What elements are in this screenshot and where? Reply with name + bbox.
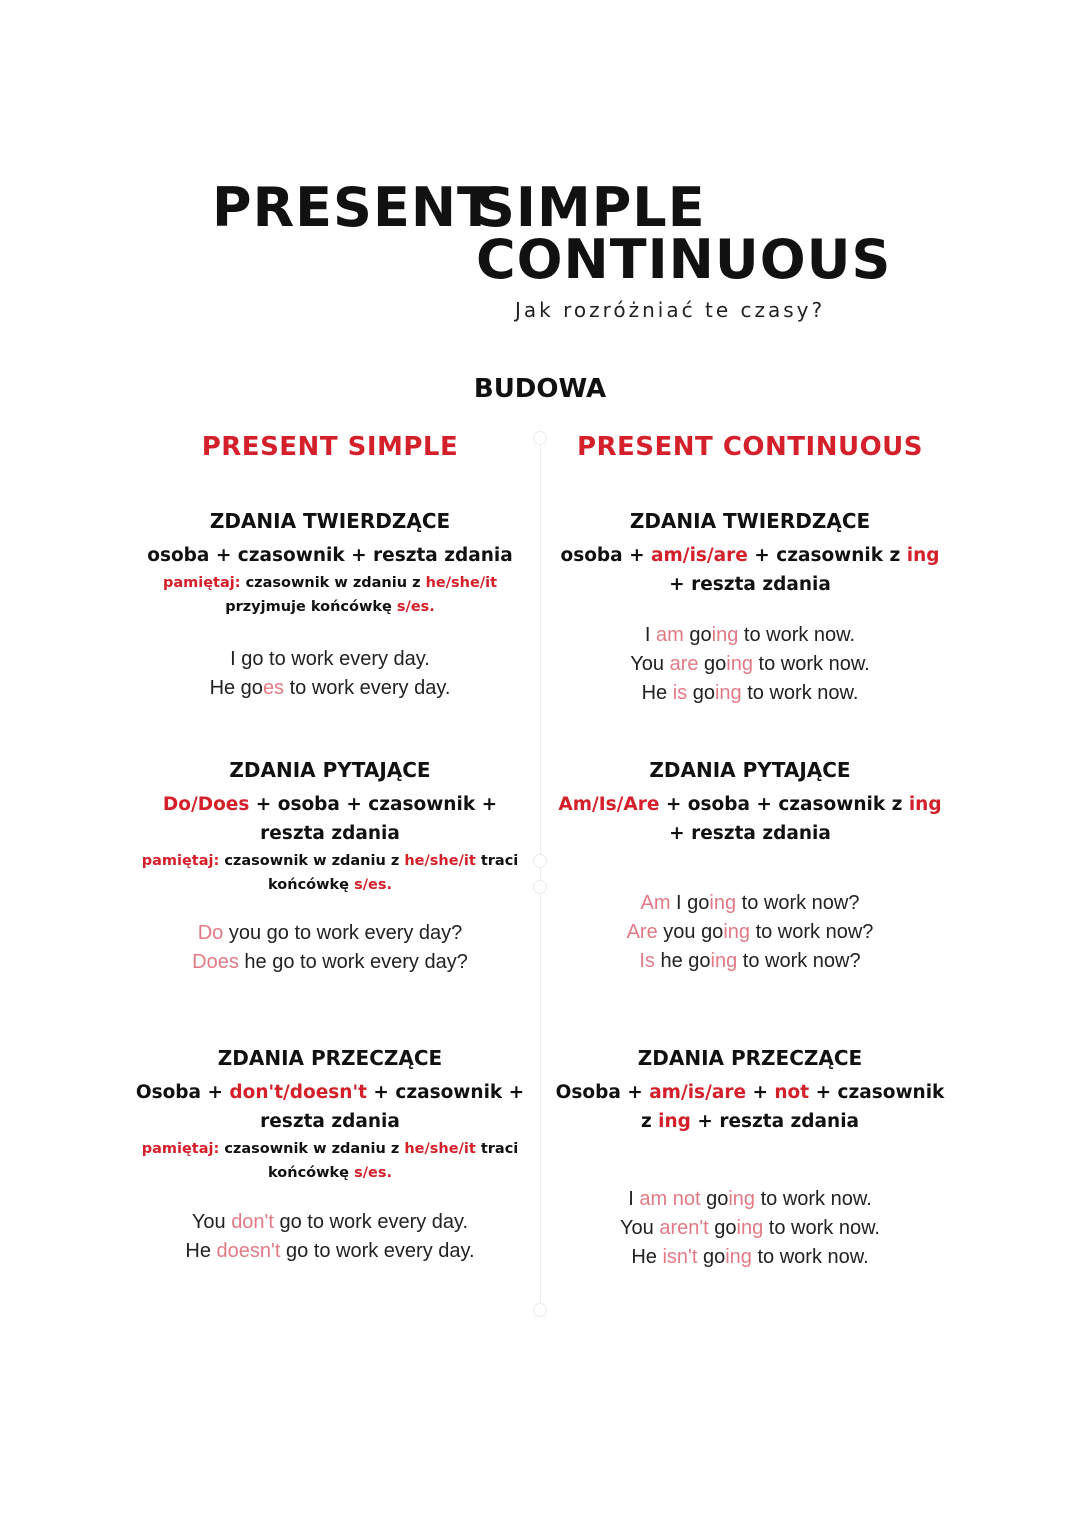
formula-line [110,1078,550,1107]
text-segment: to work now. [755,1188,872,1210]
text-segment: traci [475,1141,519,1157]
text-segment: go [708,1217,737,1239]
highlight-text: ing [723,921,751,943]
text-segment: He go [209,677,263,699]
text-segment: to work now. [753,653,870,675]
text-segment: You [630,653,670,675]
formula-line [530,1078,970,1107]
text-segment: osoba + czasownik + reszta zdania [147,545,513,566]
formula-line [110,819,550,848]
text-segment: to work now? [736,892,860,914]
section-heading: ZDANIA PRZECZĄCE [217,1046,443,1070]
text-segment: to work now. [738,624,856,646]
text-segment: końcówkę [268,877,355,893]
column-header-present-continuous: PRESENT CONTINUOUS [576,432,924,462]
highlight-text: ing [728,1188,756,1210]
formula-line [110,1107,550,1136]
text-segment: I go [670,892,710,914]
highlight-text: ing [736,1217,764,1239]
text-segment: + osoba + czasownik + [249,794,498,815]
reminder-note-line [110,1137,550,1161]
continuous-question-section [530,755,970,976]
simple-negative-section [110,1043,550,1266]
text-segment: He [185,1240,217,1262]
text-segment: he go to work every day? [238,951,468,973]
highlight-text: ing [711,624,739,646]
divider-dot [533,1303,547,1317]
reminder-note-line [110,1161,550,1185]
text-segment: to work now. [751,1246,869,1268]
text-segment: + osoba + czasownik z [659,794,909,815]
highlight-text: he/she/it [404,853,476,869]
text-segment: He [631,1246,663,1268]
text-segment: You [191,1211,232,1233]
example-sentence [110,1237,550,1266]
title-present: PRESENT [212,176,495,239]
example-sentence [530,918,970,947]
title-simple: SIMPLE [476,176,706,239]
formula-line [110,541,550,570]
example-sentence [530,650,970,679]
text-segment: go to work every day. [273,1211,469,1233]
reminder-note-line [110,571,550,595]
highlight-text: Do/Does [162,794,250,815]
highlight-text: s/es. [354,1165,392,1181]
text-segment: reszta zdania [260,1111,400,1132]
highlight-text: Are [626,921,658,943]
highlight-text: am [656,624,684,646]
highlight-text: he/she/it [425,575,498,591]
highlight-text: ing [709,892,737,914]
text-segment: traci [475,853,519,869]
highlight-text: aren't [659,1217,709,1239]
section-heading: ZDANIA TWIERDZĄCE [209,509,451,533]
text-segment: końcówkę [268,1165,355,1181]
text-segment: + reszta zdania [669,823,831,844]
text-segment: to work now? [737,950,861,972]
highlight-text: pamiętaj: [141,853,220,869]
highlight-text: am/is/are [649,1082,746,1103]
example-sentence [530,621,970,650]
highlight-text: Is [639,950,655,972]
text-segment: I go to work every day. [230,648,430,670]
example-sentence [110,1208,550,1237]
text-segment: You [620,1217,660,1239]
highlight-text: Does [192,951,239,973]
example-sentence [530,947,970,976]
text-segment: he go [654,950,711,972]
simple-question-section [110,755,550,977]
text-segment: you go [657,921,724,943]
highlight-text: not [774,1082,810,1103]
text-segment: go [697,1246,726,1268]
simple-affirmative-section [110,506,550,703]
highlight-text: pamiętaj: [141,1141,220,1157]
text-segment: czasownik w zdaniu z [219,1141,405,1157]
text-segment: to work now. [741,682,859,704]
formula-line [530,819,970,848]
text-segment: go [687,682,715,704]
highlight-text: doesn't [216,1240,281,1262]
text-segment: I [628,1188,640,1210]
example-sentence [530,679,970,708]
text-segment: go [700,1188,729,1210]
text-segment: Osoba + [555,1082,650,1103]
text-segment: reszta zdania [260,823,400,844]
text-segment: + [746,1082,775,1103]
continuous-affirmative-section [530,506,970,708]
highlight-text: is [672,682,688,704]
text-segment: osoba + [560,545,652,566]
example-sentence [110,674,550,703]
highlight-text: don't/doesn't [229,1082,367,1103]
section-heading: ZDANIA PYTAJĄCE [229,758,431,782]
text-segment: Osoba + [135,1082,230,1103]
example-sentence [110,919,550,948]
section-heading: ZDANIA PRZECZĄCE [637,1046,863,1070]
text-segment: to work now? [750,921,874,943]
reminder-note-line [110,595,550,619]
text-segment: to work now. [763,1217,880,1239]
example-sentence [530,1243,970,1272]
highlight-text: Am/Is/Are [558,794,660,815]
highlight-text: don't [231,1211,274,1233]
text-segment: I [644,624,657,646]
highlight-text: ing [726,653,753,675]
highlight-text: isn't [662,1246,698,1268]
highlight-text: are [669,653,699,675]
section-heading: ZDANIA TWIERDZĄCE [629,509,871,533]
reminder-note-line [110,873,550,897]
formula-line [530,1107,970,1136]
text-segment: przyjmuje końcówkę [225,599,397,615]
text-segment: + reszta zdania [690,1111,860,1132]
text-segment: + czasownik [809,1082,945,1103]
text-segment: + czasownik + [366,1082,525,1103]
text-segment: + reszta zdania [669,574,831,595]
text-segment: to work every day. [284,677,451,699]
example-sentence [110,948,550,977]
formula-line [530,570,970,599]
highlight-text: am not [639,1188,701,1210]
text-segment: go [683,624,712,646]
highlight-text: ing [725,1246,752,1268]
highlight-text: s/es. [354,877,392,893]
title-continuous: CONTINUOUS [476,228,892,291]
example-sentence [530,889,970,918]
highlight-text: ing [710,950,738,972]
text-segment: + czasownik z [747,545,907,566]
formula-line [110,790,550,819]
example-sentence [530,1185,970,1214]
example-sentence [110,645,550,674]
highlight-text: he/she/it [404,1141,476,1157]
text-segment: He [641,682,673,704]
highlight-text: s/es. [396,599,435,615]
subtitle: Jak rozróżniać te czasy? [515,298,826,322]
text-segment: czasownik w zdaniu z [219,853,405,869]
highlight-text: Am [640,892,671,914]
highlight-text: pamiętaj: [162,575,241,591]
highlight-text: ing [906,545,940,566]
text-segment: you go to work every day? [223,922,463,944]
text-segment: czasownik w zdaniu z [240,575,426,591]
formula-line [530,790,970,819]
text-segment: go to work every day. [280,1240,475,1262]
highlight-text: Do [197,922,224,944]
divider-dot [533,431,547,445]
highlight-text: ing [908,794,942,815]
section-heading: ZDANIA PYTAJĄCE [649,758,851,782]
column-header-present-simple: PRESENT SIMPLE [201,432,459,462]
text-segment: go [698,653,727,675]
reminder-note-line [110,849,550,873]
continuous-negative-section [530,1043,970,1272]
formula-line [530,541,970,570]
example-sentence [530,1214,970,1243]
highlight-text: es [262,677,285,699]
highlight-text: ing [714,682,742,704]
highlight-text: am/is/are [651,545,748,566]
section-title: BUDOWA [473,374,607,404]
highlight-text: ing [658,1111,691,1132]
text-segment: z [640,1111,659,1132]
